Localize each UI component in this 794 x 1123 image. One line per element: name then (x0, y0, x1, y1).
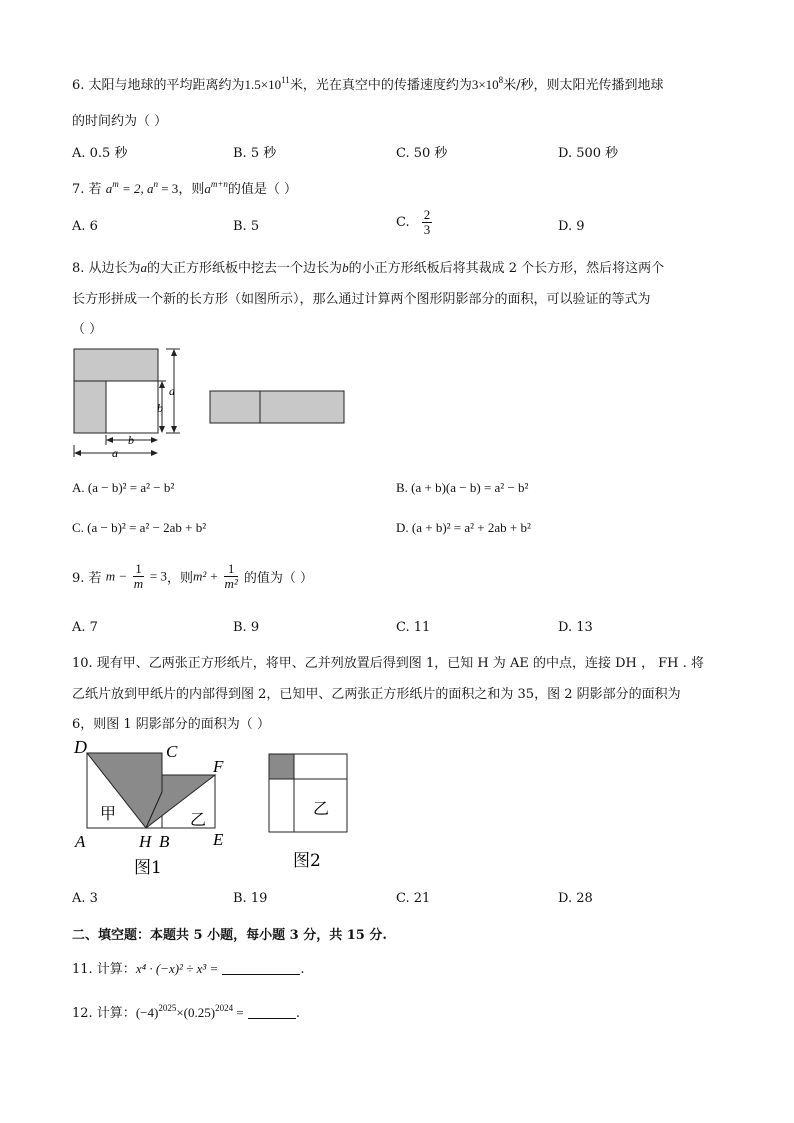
q10-fig2-shaded (269, 754, 294, 779)
q9-option-b: B. 9 (233, 620, 260, 635)
q8-var-a: a (140, 260, 148, 275)
q6-text-pre: 6. 太阳与地球的平均距离约为 (72, 78, 245, 93)
q6-option-a: A. 0.5 秒 (72, 146, 128, 161)
q7-text-mid: ，则 (178, 182, 205, 197)
q9-text-mid: ，则 (166, 571, 193, 586)
q7-cond-exp-m: m (112, 179, 119, 189)
q6-option-c: C. 50 秒 (396, 146, 448, 161)
q7-cond-base: a (105, 181, 113, 196)
q12-text-pre: 12. 计算： (72, 1006, 136, 1021)
q10-figure-1 (72, 737, 242, 882)
q8-option-a: A. (a − b)² = a² − b² (72, 480, 175, 495)
q8-arrowhead (151, 437, 158, 443)
q6-text-mid: 米，光在真空中的传播速度约为 (289, 78, 472, 93)
q9-text-pre: 9. 若 (72, 571, 102, 586)
q10-line1: 10. 现有甲、乙两张正方形纸片，将甲、乙并列放置后得到图 1，已知 H 为 AE 的中点，连接 DH ， FH . 将 (72, 656, 704, 671)
section-2-title: 二、填空题：本题共 5 小题，每小题 3 分，共 15 分. (72, 928, 387, 943)
q9-expr1-post: = 3 (149, 568, 167, 584)
q9-fraction-2 (224, 562, 237, 591)
fraction-numerator: 1 (224, 562, 237, 577)
q11-text-post: . (300, 962, 305, 977)
q6-text-post: 米/秒，则太阳光传播到地球 (503, 78, 664, 93)
q7-cond-end: = 3 (157, 181, 179, 196)
fraction-numerator: 2 (423, 207, 431, 222)
q12-exponent-2: 2024 (215, 1003, 234, 1013)
q12-line (72, 1002, 300, 1021)
q8-arrowhead (159, 381, 165, 388)
q10-line2: 乙纸片放到甲纸片的内部得到图 2，已知甲、乙两张正方形纸片的面积之和为 35，图 2 阴影部分的面积为 (72, 687, 681, 702)
q7-expr-exp: m+n (210, 179, 228, 189)
q12-exponent-1: 2025 (158, 1003, 177, 1013)
q7-expr-base: a (204, 181, 211, 196)
q8-option-b: B. (a + b)(a − b) = a² − b² (396, 480, 529, 495)
q8-option-c: C. (a − b)² = a² − 2ab + b² (72, 520, 207, 535)
q8-var-b: b (342, 260, 349, 275)
q12-equals: = (233, 1005, 244, 1020)
q8-text-post: 的小正方形纸板后将其裁成 2 个长方形，然后将这两个 (348, 261, 665, 276)
q8-arrowhead (171, 426, 177, 433)
q7-option-c (396, 208, 434, 237)
q11-line (72, 958, 305, 977)
q9-option-a: A. 7 (72, 620, 98, 635)
q8-label-b-right: b (157, 401, 163, 415)
fraction-denominator: 3 (423, 222, 431, 237)
q8-label-a-right: a (169, 384, 175, 398)
q8-small-square (106, 381, 158, 433)
q6-distance-exp: 11 (281, 75, 290, 85)
q8-new-rect-left (210, 391, 260, 423)
q12-base-2: (0.25) (183, 1005, 216, 1020)
q8-option-d: D. (a + b)² = a² + 2ab + b² (396, 520, 531, 535)
q12-text-post: . (295, 1006, 300, 1021)
q10-point-b: B (159, 832, 170, 851)
q6-speed: 3×10 (471, 77, 499, 92)
q8-label-a-bottom: a (112, 446, 118, 460)
q6-distance: 1.5×10 (244, 77, 282, 92)
q10-caption-fig1: 图1 (134, 858, 162, 878)
q11-answer-blank[interactable] (222, 962, 300, 975)
q8-shaded-top (74, 349, 158, 381)
q8-arrowhead (171, 349, 177, 356)
q10-figure-2 (265, 750, 360, 875)
q7-line (72, 178, 297, 197)
q7-text-pre: 7. 若 (72, 182, 102, 197)
q12-base-1: (−4) (135, 1005, 159, 1020)
q6-speed-exp: 8 (498, 75, 504, 85)
q8-figure (70, 345, 355, 460)
q10-fig2-label-yi: 乙 (313, 799, 330, 818)
q8-line3: （ ） (72, 322, 103, 337)
q6-line1 (72, 74, 664, 93)
q7-option-d: D. 9 (558, 219, 585, 234)
q10-point-e: E (213, 830, 224, 849)
q12-times: × (176, 1005, 184, 1020)
q8-label-b-bottom: b (128, 433, 134, 447)
fraction-numerator: 1 (135, 561, 142, 576)
q12-answer-blank[interactable] (248, 1006, 296, 1019)
q6-option-d: D. 500 秒 (558, 146, 619, 161)
q9-fraction-1 (133, 562, 144, 591)
q7-option-b: B. 5 (233, 219, 260, 234)
q9-text-post: 的值为（ ） (243, 571, 314, 586)
q8-arrowhead (106, 437, 113, 443)
q10-option-d: D. 28 (558, 891, 593, 906)
q8-arrowhead (74, 450, 81, 456)
q8-new-rect-right (260, 391, 344, 423)
q9-expr1-pre: m − (105, 568, 128, 584)
q7-option-c-fraction (422, 208, 433, 237)
q10-option-c: C. 21 (396, 891, 431, 906)
q8-text-mid: 的大正方形纸板中挖去一个边长为 (147, 261, 343, 276)
q10-option-a: A. 3 (72, 891, 98, 906)
q10-point-d: D (74, 737, 87, 757)
q8-line2: 长方形拼成一个新的长方形（如图所示），那么通过计算两个图形阴影部分的面积，可以验证的等式为 (72, 292, 651, 307)
q10-label-yi: 乙 (190, 810, 207, 829)
q8-arrowhead (159, 426, 165, 433)
q9-expr2-pre: m² + (193, 568, 219, 584)
q7-option-c-label: C. (396, 215, 410, 230)
q6-line2: 的时间约为（ ） (72, 114, 168, 129)
fraction-denominator: m (133, 576, 144, 591)
q6-option-b: B. 5 秒 (233, 146, 277, 161)
q10-point-c: C (166, 742, 178, 761)
q7-cond-mid: = 2, a (118, 181, 154, 196)
q10-point-h: H (139, 832, 152, 851)
q10-point-a: A (75, 832, 86, 851)
q10-option-b: B. 19 (233, 891, 268, 906)
q10-point-f: F (213, 757, 224, 776)
fraction-denominator: m² (224, 576, 238, 591)
q9-line (72, 562, 313, 591)
q10-caption-fig2: 图2 (293, 851, 321, 871)
q9-option-d: D. 13 (558, 620, 593, 635)
q7-cond-exp-n: n (153, 179, 158, 189)
q7-option-a: A. 6 (72, 219, 98, 234)
q10-label-jia: 甲 (100, 804, 117, 823)
q11-expression: x⁴ · (−x)² ÷ x³ = (135, 961, 219, 976)
q7-text-post: 的值是（ ） (227, 182, 298, 197)
q10-line3: 6，则图 1 阴影部分的面积为（ ） (72, 717, 270, 732)
q8-text-pre: 8. 从边长为 (72, 261, 141, 276)
q8-shaded-left (74, 381, 106, 433)
q11-text-pre: 11. 计算： (72, 962, 136, 977)
q9-option-c: C. 11 (396, 620, 431, 635)
q8-line1 (72, 257, 664, 276)
q8-arrowhead (151, 450, 158, 456)
